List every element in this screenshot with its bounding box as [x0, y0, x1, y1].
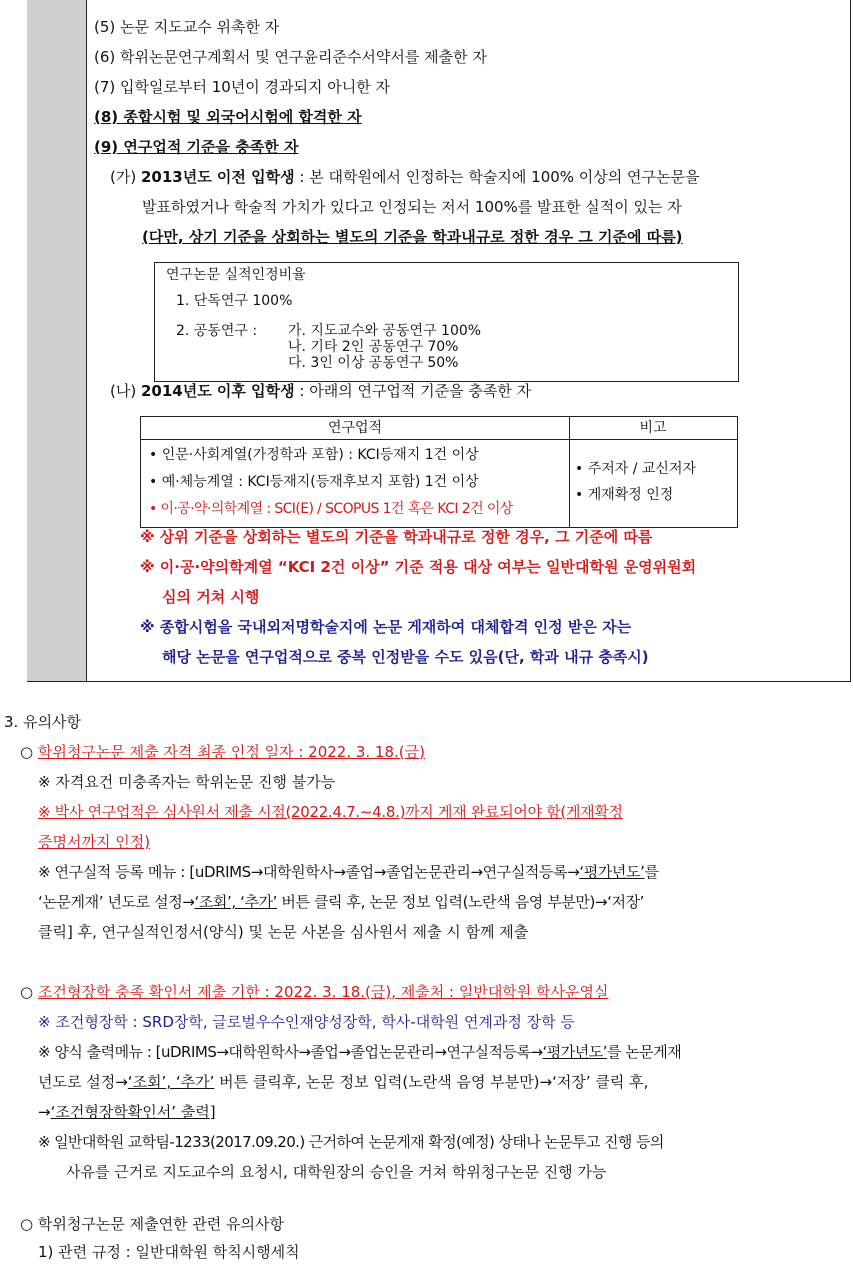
table-row-science: • 이·공·약·의학계열 : SCI(E) / SCOPUS 1건 혹은 KCI 2건 이상: [149, 501, 513, 517]
remark-kci-line1: ※ 이·공·약의학계열 “KCI 2건 이상” 기준 적용 대상 여부는 일반대학원 운영위원회: [140, 558, 697, 576]
notice-2-note-3a: ※ 일반대학원 교학팀-1233(2017.09.20.) 근거하여 논문게재 확정(예정) 상태나 논문투고 진행 등의: [38, 1133, 664, 1151]
requirement-9b-target: 2014년도 이후 입학생: [140, 382, 295, 400]
requirement-5: (5) 논문 지도교수 위촉한 자: [94, 18, 280, 36]
requirement-9a: [110, 167, 700, 187]
menu-term-year: ‘평가년도’: [542, 1043, 608, 1061]
remark-substitute-line1: ※ 종합시험을 국내외저명학술지에 논문 게재하여 대체합격 인정 받은 자는: [140, 618, 632, 636]
notice-1-note-2b: 증명서까지 인정): [38, 833, 151, 851]
requirement-9b-text: : 아래의 연구업적 기준을 충족한 자: [299, 382, 532, 400]
paper-ratio-joint-label: 2. 공동연구 :: [176, 323, 258, 339]
notice-3-heading: [20, 1214, 284, 1234]
menu-path: →: [38, 1103, 51, 1121]
menu-path: ‘논문게재’ 년도로 설정→: [38, 893, 195, 911]
menu-path-tail: 를: [644, 863, 659, 881]
menu-path: ※ 연구실적 등록 메뉴 : [uDRIMS→대학원학사→졸업→졸업논문관리→연구실적등록→: [38, 863, 580, 881]
menu-term-certificate: ‘조건형장학확인서’ 출력: [50, 1103, 210, 1121]
requirement-9a-prefix: (가): [110, 168, 137, 186]
menu-path-tail: 를 논문게재: [607, 1043, 682, 1061]
notice-2-heading: [20, 982, 609, 1002]
table-row-humanities: • 인문·사회계열(가정학과 포함) : KCI등재지 1건 이상: [149, 447, 479, 463]
menu-path: 년도로 설정→: [38, 1073, 128, 1091]
remark-kci-line2: 심의 거쳐 시행: [162, 588, 260, 606]
notice-2-note-2b: [38, 1072, 648, 1092]
notice-3-title: 학위청구논문 제출연한 관련 유의사항: [37, 1215, 285, 1233]
notice-2-note-2a: [38, 1042, 681, 1062]
menu-term-buttons: ‘조회’, ‘추가’: [194, 893, 278, 911]
requirement-9a-target: 2013년도 이전 입학생: [140, 168, 295, 186]
bullet-circle-icon: ○: [20, 743, 34, 761]
menu-path-tail: 버튼 클릭후, 논문 정보 입력(노란색 음영 부분만)→‘저장’ 클릭 후,: [214, 1073, 649, 1091]
bullet-circle-icon: ○: [20, 1215, 34, 1233]
notice-2-note-1: ※ 조건형장학 : SRD장학, 글로벌우수인재양성장학, 학사-대학원 연계과정 장학 등: [38, 1013, 575, 1031]
requirement-7: (7) 입학일로부터 10년이 경과되지 아니한 자: [94, 78, 391, 96]
requirement-9b-prefix: (나): [110, 382, 137, 400]
requirement-9a-line2: 발표하였거나 학술적 가치가 있다고 인정되는 저서 100%를 발표한 실적이 있는 자: [142, 198, 682, 216]
menu-term-year: ‘평가년도’: [579, 863, 645, 881]
notice-1-note-3c: 클릭] 후, 연구실적인정서(양식) 및 논문 사본을 심사원서 제출 시 함께 제출: [38, 923, 529, 941]
requirements-label-column: [27, 0, 87, 681]
requirement-9: (9) 연구업적 기준을 충족한 자: [94, 138, 299, 156]
remark-substitute-line2: 해당 논문을 연구업적으로 중복 인정받을 수도 있음(단, 학과 내규 충족시): [162, 648, 649, 666]
requirement-9a-text: : 본 대학원에서 인정하는 학술지에 100% 이상의 연구논문을: [299, 168, 700, 186]
paper-ratio-joint-advisor: 가. 지도교수와 공동연구 100%: [288, 323, 482, 339]
table-note-author: • 주저자 / 교신저자: [575, 461, 696, 477]
requirement-9a-note: (다만, 상기 기준을 상회하는 별도의 기준을 학과내규로 정한 경우 그 기준에 따름): [142, 228, 683, 246]
bullet-circle-icon: ○: [20, 983, 34, 1001]
notice-1-note-3b: [38, 892, 644, 912]
paper-ratio-title: 연구논문 실적인정비율: [166, 267, 306, 283]
paper-ratio-solo: 1. 단독연구 100%: [176, 293, 293, 309]
paper-ratio-joint-two: 나. 기타 2인 공동연구 70%: [288, 339, 459, 355]
requirement-6: (6) 학위논문연구계획서 및 연구윤리준수서약서를 제출한 자: [94, 48, 487, 66]
notice-1-note-2a: ※ 박사 연구업적은 심사원서 제출 시점(2022.4.7.~4.8.)까지 게재 완료되어야 함(게재확정: [38, 803, 623, 821]
notice-2-title: 조건형장학 충족 확인서 제출 기한 : 2022. 3. 18.(금), 제출처 : 일반대학원 학사운영실: [37, 983, 609, 1001]
table-note-accepted: • 게재확정 인정: [575, 487, 674, 503]
requirement-8: (8) 종합시험 및 외국어시험에 합격한 자: [94, 108, 362, 126]
notice-3-item-1: 1) 관련 규정 : 일반대학원 학칙시행세칙: [38, 1243, 300, 1261]
notice-1-title: 학위청구논문 제출 자격 최종 인정 일자 : 2022. 3. 18.(금): [37, 743, 425, 761]
notice-1-note-3a: [38, 862, 659, 882]
research-criteria-table: [140, 416, 738, 528]
table-header-achievement: 연구업적: [141, 417, 570, 440]
table-row-arts: • 예·체능계열 : KCI등재지(등재후보지 포함) 1건 이상: [149, 474, 479, 490]
paper-ratio-joint-three: 다. 3인 이상 공동연구 50%: [288, 355, 459, 371]
notice-2-note-2c: [38, 1102, 216, 1122]
notice-1-heading: [20, 742, 425, 762]
requirement-9b: [110, 381, 531, 401]
menu-path-tail: ]: [209, 1103, 216, 1121]
table-header-remark: 비고: [569, 417, 737, 440]
notice-2-note-3b: 사유를 근거로 지도교수의 요청시, 대학원장의 승인을 거쳐 학위청구논문 진행 가능: [66, 1163, 607, 1181]
remark-dept-criteria: ※ 상위 기준을 상회하는 별도의 기준을 학과내규로 정한 경우, 그 기준에 따름: [140, 528, 653, 546]
menu-path-tail: 버튼 클릭 후, 논문 정보 입력(노란색 음영 부분만)→‘저장’: [277, 893, 645, 911]
menu-term-buttons: ‘조회’, ‘추가’: [127, 1073, 215, 1091]
section-title: 3. 유의사항: [4, 713, 82, 731]
menu-path: ※ 양식 출력메뉴 : [uDRIMS→대학원학사→졸업→졸업논문관리→연구실적등록→: [38, 1043, 543, 1061]
notice-1-note-1: ※ 자격요건 미충족자는 학위논문 진행 불가능: [38, 773, 336, 791]
